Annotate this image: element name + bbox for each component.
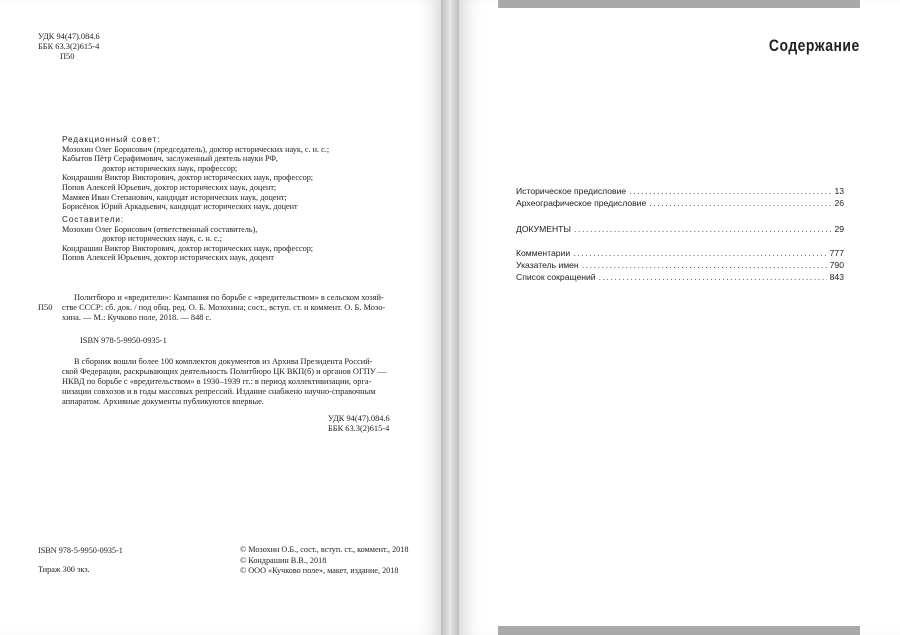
annotation-line: низации совхозов и в годы массовых репрессий. Издание снабжено научно-справочным xyxy=(62,387,376,397)
compilers-heading: Составители: xyxy=(62,215,125,224)
person-line: доктор исторических наук, профессор; xyxy=(102,163,238,173)
toc-entry-page: 843 xyxy=(829,272,844,282)
isbn-bottom: ISBN 978-5-9950-0935-1 xyxy=(38,546,123,555)
toc-group-prefaces xyxy=(516,186,844,210)
toc-entry-label: Историческое предисловие xyxy=(516,186,627,196)
compilers-list xyxy=(62,225,313,263)
bib-line: стве СССР: сб. док. / под общ. ред. О. Б. Мозохина; сост., вступ. ст. и коммент. О. Б. Мозо- xyxy=(62,303,386,313)
person-line: Мамяев Иван Степанович, кандидат исторических наук, доцент; xyxy=(62,192,287,202)
copyright-block xyxy=(240,545,408,577)
toc-group-documents xyxy=(516,224,844,236)
copyright-line: © ООО «Кучково поле», макет, издание, 2018 xyxy=(240,566,399,575)
bib-line: хина. — М.: Кучково поле, 2018. — 848 с. xyxy=(62,313,212,323)
person-line: Кондрашин Виктор Викторович, доктор исторических наук, профессор; xyxy=(62,173,314,183)
toc-entry-page: 777 xyxy=(829,248,844,258)
bib-mark: П50 xyxy=(38,303,53,312)
editorial-board xyxy=(62,135,329,212)
compilers xyxy=(62,215,313,263)
toc-entry[interactable] xyxy=(516,224,844,236)
toc-group-appendix xyxy=(516,248,844,284)
toc-leader xyxy=(582,260,827,270)
copyright-line: © Мозохин О.Б., сост., вступ. ст., коммент., 2018 xyxy=(240,545,409,554)
toc-leader xyxy=(574,224,831,234)
toc-entry-label: Археографическое предисловие xyxy=(516,198,647,208)
annotation-line: ской Федерации, раскрывающих деятельность Политбюро ЦК ВКП(б) и органов ОГПУ — xyxy=(62,367,387,377)
copyright-line: © Кондрашин В.В., 2018 xyxy=(240,555,327,565)
toc-entry[interactable] xyxy=(516,248,844,260)
left-page xyxy=(0,0,441,635)
toc-entry-page: 29 xyxy=(834,224,844,234)
editorial-board-heading: Редакционный совет: xyxy=(62,135,161,144)
person-line: Попов Алексей Юрьевич, доктор исторических наук, доцент; xyxy=(62,182,277,192)
udk-code-right: УДК 94(47).084.6 xyxy=(328,414,390,423)
isbn-mid: ISBN 978-5-9950-0935-1 xyxy=(80,336,167,345)
toc-entry[interactable] xyxy=(516,260,844,272)
right-page xyxy=(459,0,900,635)
print-run: Тираж 300 экз. xyxy=(38,565,90,574)
toc-leader xyxy=(629,186,831,196)
person-line: Мозохин Олег Борисович (председатель), доктор исторических наук, с. н. с.; xyxy=(62,144,330,154)
person-line: Борисёнок Юрий Аркадьевич, кандидат исторических наук, доцент xyxy=(62,202,298,212)
person-line: Мозохин Олег Борисович (ответственный составитель), xyxy=(62,224,258,234)
classification-right xyxy=(328,414,390,434)
toc-entry-label: Указатель имен xyxy=(516,260,579,270)
header-band xyxy=(498,0,860,8)
person-line: доктор исторических наук, с. н. с.; xyxy=(102,234,222,244)
annotation-line: В сборник вошли более 100 комплектов документов из Архива Президента Россий- xyxy=(74,357,373,366)
annotation xyxy=(62,357,397,407)
bibliographic-description xyxy=(62,293,397,323)
editorial-board-list xyxy=(62,145,329,212)
annotation-line: аппаратом. Архивные документы публикуются впервые. xyxy=(62,397,264,407)
toc-entry[interactable] xyxy=(516,198,844,210)
person-line: Кондрашин Виктор Викторович, доктор исторических наук, профессор; xyxy=(62,243,314,253)
author-mark: П50 xyxy=(60,52,75,62)
book-gutter xyxy=(441,0,459,635)
toc-entry[interactable] xyxy=(516,186,844,198)
footer-band xyxy=(498,626,860,635)
toc-entry-label: Список сокращений xyxy=(516,272,596,282)
toc-entry[interactable] xyxy=(516,272,844,284)
toc-entry-page: 790 xyxy=(829,260,844,270)
annotation-line: НКВД по борьбе с «вредительством» в 1930–1939 гг.: в период коллективизации, орга- xyxy=(62,377,372,387)
toc-leader xyxy=(573,248,827,258)
toc-title: Содержание xyxy=(769,36,860,55)
toc-entry-label: ДОКУМЕНТЫ xyxy=(516,224,572,234)
toc-entry-label: Комментарии xyxy=(516,248,571,258)
person-line: Попов Алексей Юрьевич, доктор исторических наук, доцент xyxy=(62,253,274,263)
udk-code: УДК 94(47).084.6 xyxy=(38,32,100,41)
person-line: Кабытов Пётр Серафимович, заслуженный деятель науки РФ, xyxy=(62,154,278,164)
toc-entry-page: 26 xyxy=(834,198,844,208)
bbk-code-right: ББК 63.3(2)615-4 xyxy=(328,424,390,434)
bib-line: Политбюро и «вредители»: Кампания по борьбе с «вредительством» в сельском хозяй- xyxy=(74,293,384,302)
bbk-code: ББК 63.3(2)615-4 xyxy=(38,42,100,52)
toc-leader xyxy=(599,272,827,282)
classification-block xyxy=(38,32,100,62)
toc-entry-page: 13 xyxy=(834,186,844,196)
toc-leader xyxy=(649,198,831,208)
